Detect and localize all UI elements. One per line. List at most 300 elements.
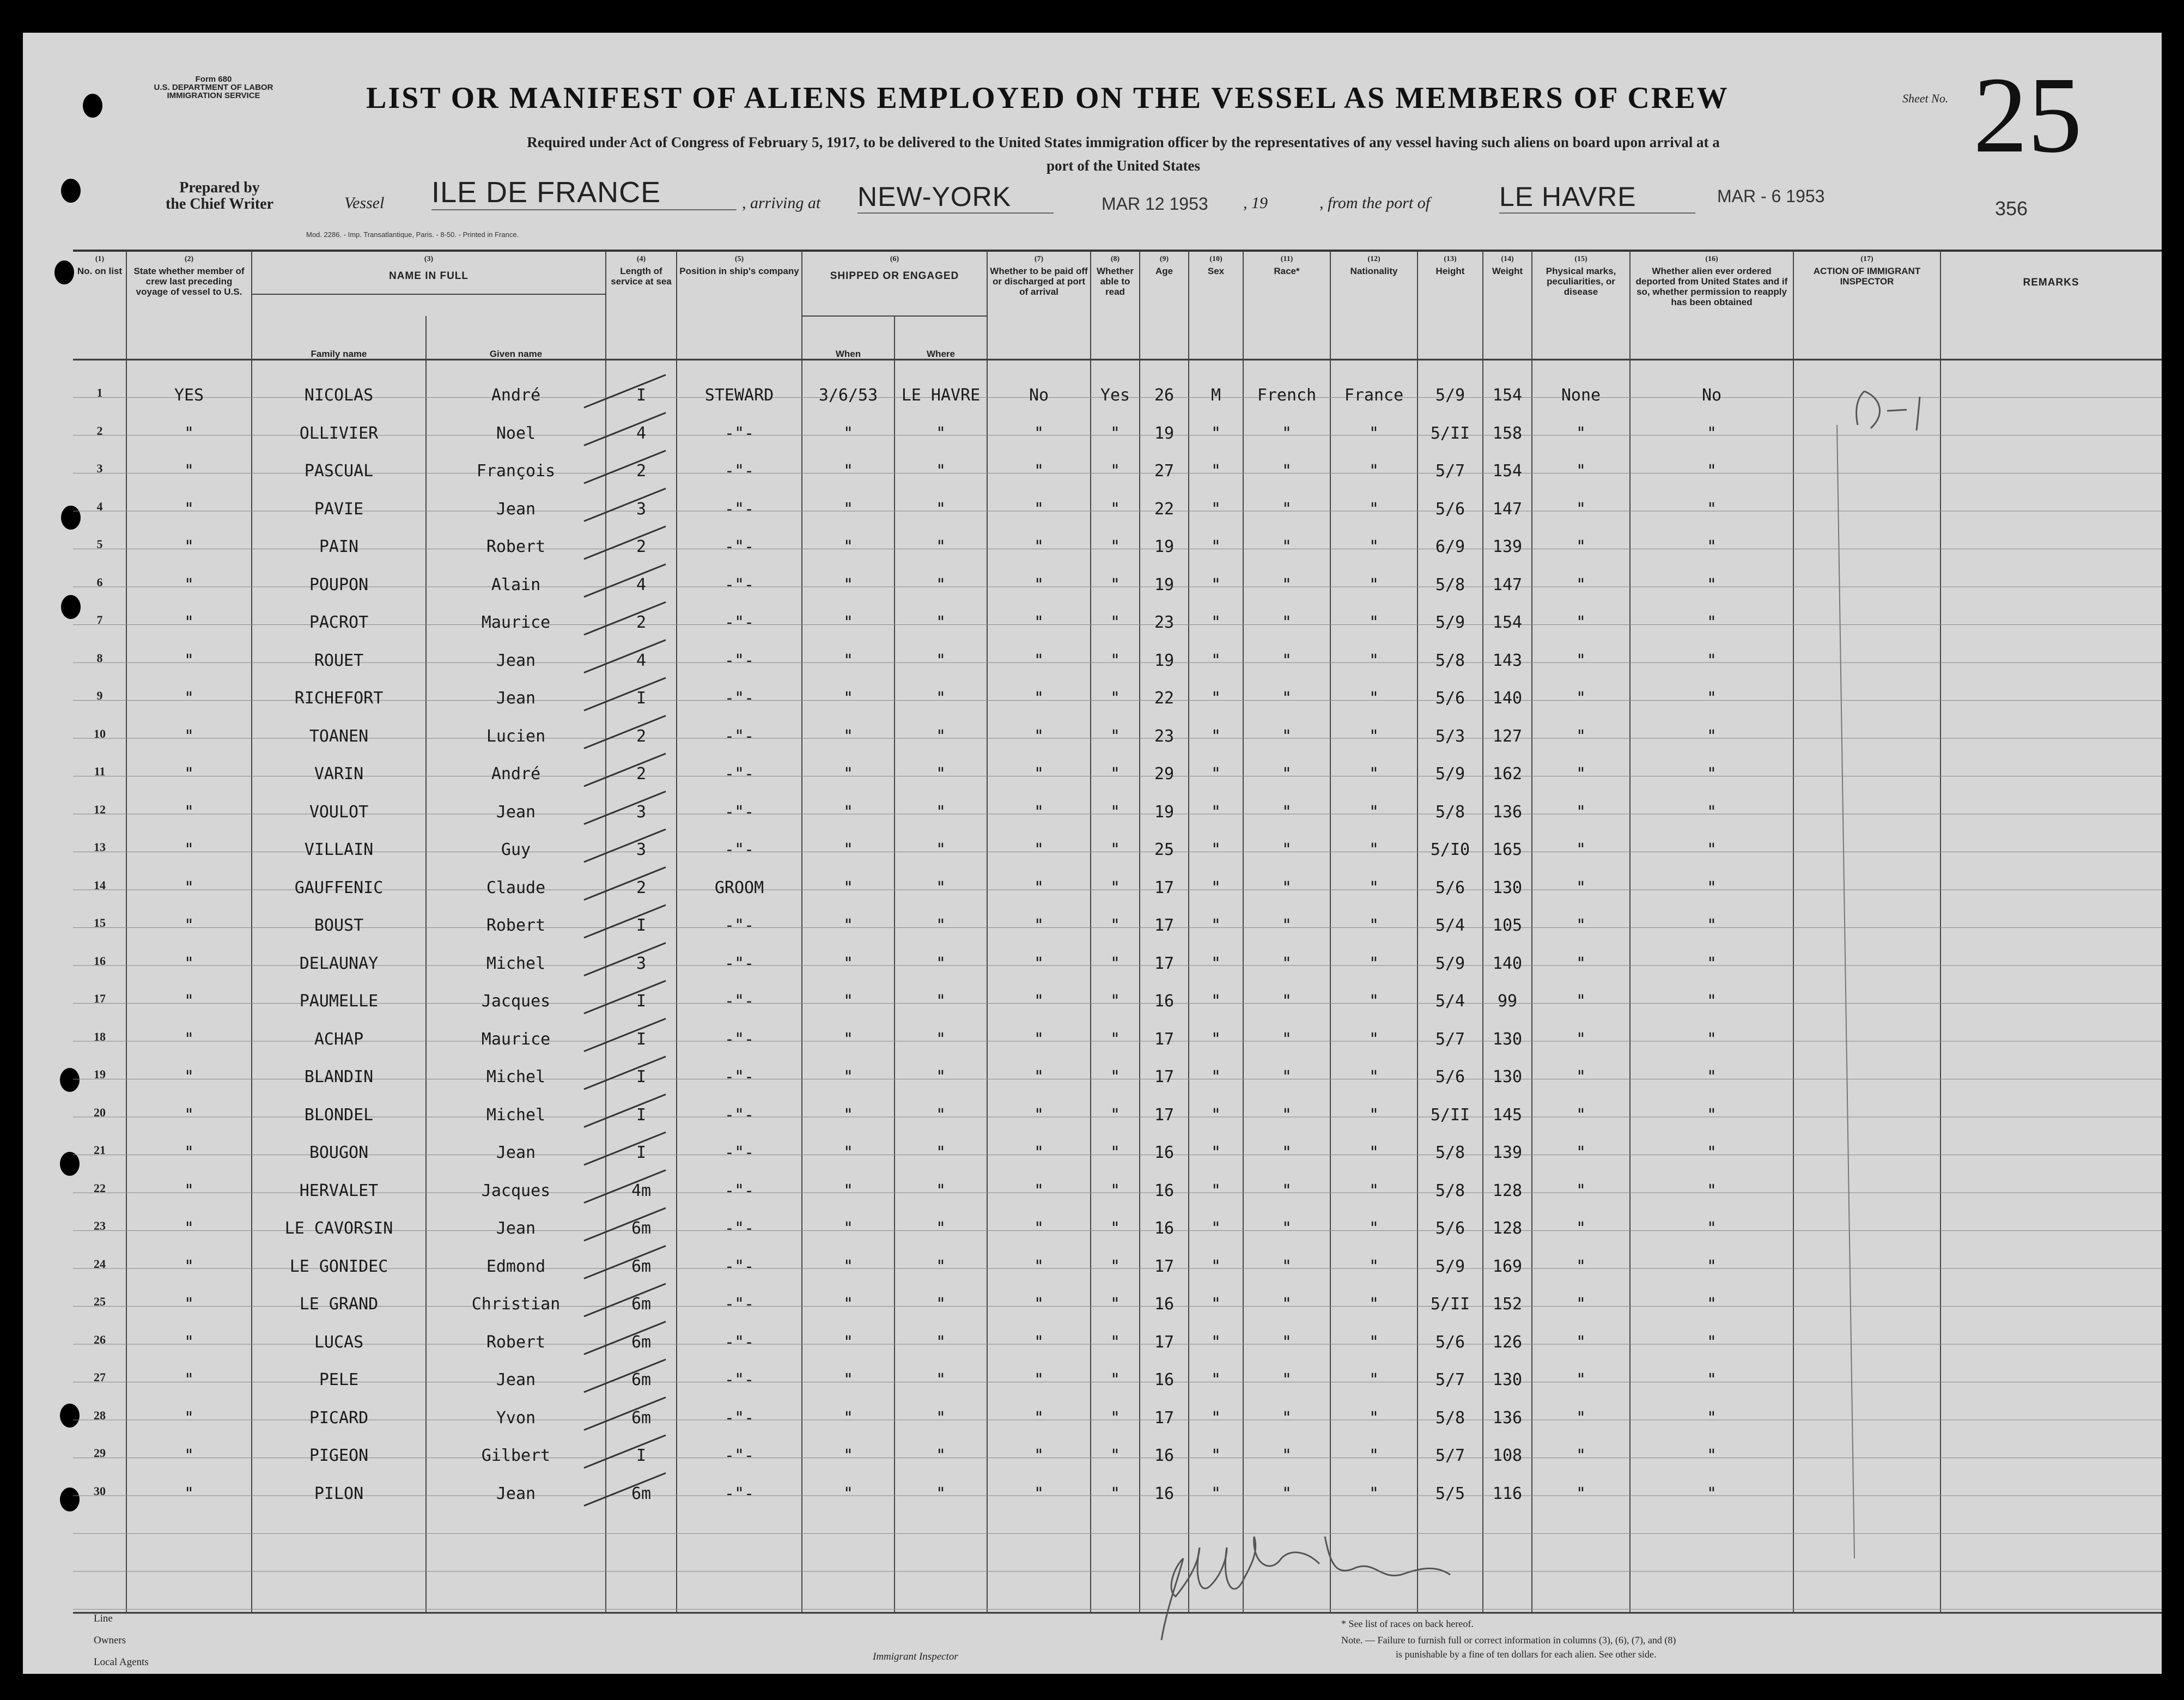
- cell-read: ": [1110, 726, 1121, 746]
- cell-where: ": [935, 462, 946, 481]
- cell-where: ": [935, 1484, 946, 1503]
- prepared-by-line2: the Chief Writer: [166, 196, 274, 212]
- cell-ht: 5/4: [1435, 992, 1465, 1011]
- prepared-by-line1: Prepared by: [179, 179, 260, 196]
- cell-marks: ": [1575, 764, 1586, 784]
- cell-paid: ": [1033, 954, 1044, 973]
- column-number: (11): [1280, 255, 1293, 263]
- cell-pos: -"-: [724, 462, 755, 481]
- cell-n: 12: [94, 802, 106, 816]
- cell-race: ": [1281, 537, 1292, 556]
- cell-when: ": [843, 1219, 854, 1238]
- cell-paid: ": [1033, 423, 1044, 443]
- cell-n: 21: [94, 1143, 106, 1157]
- cell-svc: I: [636, 1067, 647, 1086]
- cell-sex: ": [1210, 1105, 1221, 1125]
- subheader-where: Where: [927, 349, 955, 359]
- cell-race: ": [1281, 1143, 1292, 1162]
- column-header-2: [129, 255, 250, 297]
- cell-read: ": [1110, 1484, 1121, 1503]
- cell-when: ": [843, 1446, 854, 1465]
- year-label: , 19: [1243, 194, 1268, 212]
- cell-ht: 5/7: [1435, 462, 1465, 481]
- cell-giv: Jacques: [481, 992, 551, 1011]
- cell-svc: I: [636, 386, 647, 405]
- arrival-date-stamp: MAR 12 1953: [1102, 194, 1208, 214]
- cell-paid: ": [1033, 1143, 1044, 1162]
- cell-where: ": [935, 840, 946, 859]
- cell-nat: ": [1368, 840, 1379, 859]
- cell-prev: ": [184, 689, 194, 708]
- cell-wt: 147: [1492, 499, 1523, 519]
- cell-race: ": [1281, 1446, 1292, 1465]
- cell-prev: ": [184, 1446, 194, 1465]
- cell-when: 3/6/53: [818, 386, 878, 405]
- cell-read: ": [1110, 499, 1121, 519]
- cell-marks: ": [1575, 1370, 1586, 1389]
- cell-pos: -"-: [724, 1029, 755, 1049]
- cell-giv: Guy: [501, 840, 531, 859]
- cell-read: ": [1110, 1181, 1121, 1200]
- cell-dep: No: [1701, 386, 1722, 405]
- cell-wt: 126: [1492, 1332, 1523, 1352]
- cell-paid: ": [1033, 537, 1044, 556]
- cell-prev: ": [184, 954, 194, 973]
- cell-giv: Jacques: [481, 1181, 551, 1200]
- cell-when: ": [843, 423, 854, 443]
- cell-ht: 5/9: [1435, 386, 1465, 405]
- cell-svc: 2: [636, 537, 647, 556]
- cell-wt: 139: [1492, 1143, 1523, 1162]
- cell-paid: ": [1033, 1105, 1044, 1125]
- cell-wt: 130: [1492, 1067, 1523, 1086]
- cell-prev: ": [184, 1067, 194, 1086]
- cell-ht: 5/8: [1435, 651, 1465, 670]
- cell-dep: ": [1706, 1256, 1717, 1276]
- cell-read: ": [1110, 916, 1121, 935]
- cell-n: 3: [96, 462, 103, 475]
- cell-pos: -"-: [724, 1181, 755, 1200]
- cell-read: ": [1110, 1219, 1121, 1238]
- cell-ht: 5/7: [1435, 1029, 1465, 1049]
- cell-when: ": [843, 1295, 854, 1314]
- cell-sex: ": [1210, 1408, 1221, 1428]
- cell-race: ": [1281, 840, 1292, 859]
- column-header-6: [804, 255, 985, 282]
- cell-race: ": [1281, 992, 1292, 1011]
- cell-svc: 2: [636, 764, 647, 784]
- cell-wt: 165: [1492, 840, 1523, 859]
- cell-fam: OLLIVIER: [299, 423, 379, 443]
- cell-read: ": [1110, 537, 1121, 556]
- column-header-8: [1093, 255, 1137, 297]
- cell-pos: -"-: [724, 537, 755, 556]
- cell-age: 17: [1154, 954, 1175, 973]
- cell-age: 19: [1154, 651, 1175, 670]
- penalty-note-line2: is punishable by a fine of ten dollars for each alien. See other side.: [1396, 1649, 1657, 1660]
- cell-age: 23: [1154, 613, 1175, 632]
- cell-where: ": [935, 726, 946, 746]
- manifest-title: LIST OR MANIFEST OF ALIENS EMPLOYED ON THE VESSEL AS MEMBERS OF CREW: [366, 81, 1729, 115]
- column-header-13: [1420, 255, 1481, 276]
- cell-fam: BOUST: [314, 916, 364, 935]
- cell-race: ": [1281, 802, 1292, 822]
- footer-owners-label: Owners: [94, 1635, 126, 1646]
- cell-wt: 162: [1492, 764, 1523, 784]
- cell-dep: ": [1706, 916, 1717, 935]
- cell-giv: Gilbert: [481, 1446, 551, 1465]
- column-header-18: [1943, 255, 2159, 289]
- cell-sex: ": [1210, 840, 1221, 859]
- cell-age: 17: [1154, 1105, 1175, 1125]
- cell-pos: -"-: [724, 613, 755, 632]
- cell-read: ": [1110, 1295, 1121, 1314]
- cell-dep: ": [1706, 613, 1717, 632]
- cell-fam: PAIN: [319, 537, 359, 556]
- cell-marks: ": [1575, 1446, 1586, 1465]
- column-number: (16): [1705, 255, 1718, 263]
- cell-marks: ": [1575, 689, 1586, 708]
- cell-nat: ": [1368, 575, 1379, 594]
- cell-ht: 5/II: [1430, 1105, 1470, 1125]
- cell-svc: 6m: [631, 1332, 652, 1352]
- cell-race: ": [1281, 423, 1292, 443]
- cell-n: 19: [94, 1067, 106, 1081]
- cell-giv: Maurice: [481, 613, 551, 632]
- cell-svc: 3: [636, 499, 647, 519]
- cell-wt: 130: [1492, 878, 1523, 897]
- cell-fam: DELAUNAY: [299, 954, 379, 973]
- cell-pos: -"-: [724, 689, 755, 708]
- cell-nat: ": [1368, 1219, 1379, 1238]
- cell-race: ": [1281, 462, 1292, 481]
- cell-sex: ": [1210, 1295, 1221, 1314]
- cell-svc: 6m: [631, 1219, 652, 1238]
- cell-ht: 5/6: [1435, 689, 1465, 708]
- cell-nat: France: [1344, 386, 1404, 405]
- cell-read: ": [1110, 992, 1121, 1011]
- cell-nat: ": [1368, 613, 1379, 632]
- cell-where: ": [935, 802, 946, 822]
- cell-marks: ": [1575, 878, 1586, 897]
- cell-race: ": [1281, 1408, 1292, 1428]
- cell-nat: ": [1368, 726, 1379, 746]
- cell-giv: François: [476, 462, 556, 481]
- column-label: Sex: [1207, 266, 1225, 276]
- cell-ht: 5/I0: [1430, 840, 1470, 859]
- cell-pos: -"-: [724, 1143, 755, 1162]
- legal-notice-line2: port of the United States: [1047, 157, 1200, 174]
- cell-fam: PIGEON: [309, 1446, 369, 1465]
- cell-n: 15: [94, 916, 106, 930]
- cell-race: ": [1281, 613, 1292, 632]
- cell-svc: 2: [636, 878, 647, 897]
- cell-dep: ": [1706, 764, 1717, 784]
- pencil-line: [1821, 425, 1886, 1569]
- cell-nat: ": [1368, 992, 1379, 1011]
- cell-age: 19: [1154, 537, 1175, 556]
- cell-nat: ": [1368, 462, 1379, 481]
- cell-fam: TOANEN: [309, 726, 369, 746]
- cell-svc: 6m: [631, 1370, 652, 1389]
- cell-dep: ": [1706, 1408, 1717, 1428]
- cell-age: 19: [1154, 423, 1175, 443]
- cell-svc: 4m: [631, 1181, 652, 1200]
- cell-paid: ": [1033, 1484, 1044, 1503]
- cell-nat: ": [1368, 1067, 1379, 1086]
- cell-sex: ": [1210, 992, 1221, 1011]
- column-header-15: [1534, 255, 1628, 297]
- cell-race: ": [1281, 764, 1292, 784]
- cell-paid: ": [1033, 1332, 1044, 1352]
- cell-where: ": [935, 992, 946, 1011]
- cell-read: ": [1110, 1446, 1121, 1465]
- cell-prev: ": [184, 764, 194, 784]
- cell-marks: ": [1575, 1256, 1586, 1276]
- cell-fam: VOULOT: [309, 802, 369, 822]
- cell-svc: 2: [636, 726, 647, 746]
- cell-wt: 143: [1492, 651, 1523, 670]
- cell-n: 1: [96, 386, 103, 399]
- cell-giv: Christian: [471, 1295, 561, 1314]
- cell-n: 30: [94, 1484, 106, 1498]
- cell-n: 16: [94, 954, 106, 968]
- cell-sex: ": [1210, 802, 1221, 822]
- cell-age: 17: [1154, 1029, 1175, 1049]
- cell-race: ": [1281, 689, 1292, 708]
- cell-nat: ": [1368, 1332, 1379, 1352]
- cell-age: 17: [1154, 1332, 1175, 1352]
- cell-age: 16: [1154, 1295, 1175, 1314]
- cell-race: ": [1281, 1295, 1292, 1314]
- cell-race: French: [1257, 386, 1317, 405]
- cell-read: ": [1110, 1370, 1121, 1389]
- cell-ht: 5/9: [1435, 954, 1465, 973]
- cell-read: ": [1110, 689, 1121, 708]
- vessel-label: Vessel: [344, 194, 385, 212]
- cell-ht: 5/7: [1435, 1370, 1465, 1389]
- cell-n: 7: [96, 613, 103, 627]
- cell-svc: 6m: [631, 1256, 652, 1276]
- cell-marks: ": [1575, 613, 1586, 632]
- cell-ht: 5/3: [1435, 726, 1465, 746]
- cell-paid: ": [1033, 1067, 1044, 1086]
- cell-dep: ": [1706, 1029, 1717, 1049]
- column-label: Whether to be paid off or discharged at port of arrival: [990, 266, 1088, 297]
- cell-read: ": [1110, 575, 1121, 594]
- column-label: Height: [1435, 266, 1465, 276]
- cell-paid: ": [1033, 462, 1044, 481]
- cell-paid: ": [1033, 1408, 1044, 1428]
- cell-svc: I: [636, 916, 647, 935]
- cell-giv: Robert: [486, 916, 546, 935]
- cell-when: ": [843, 651, 854, 670]
- cell-giv: Michel: [486, 954, 546, 973]
- cell-sex: ": [1210, 1219, 1221, 1238]
- cell-sex: ": [1210, 613, 1221, 632]
- cell-dep: ": [1706, 992, 1717, 1011]
- cell-ht: 5/8: [1435, 1408, 1465, 1428]
- cell-wt: 130: [1492, 1029, 1523, 1049]
- column-number: (2): [184, 255, 194, 263]
- vessel-name: ILE DE FRANCE: [431, 175, 737, 210]
- cell-read: ": [1110, 764, 1121, 784]
- cell-where: ": [935, 916, 946, 935]
- arriving-label: , arriving at: [742, 194, 821, 212]
- cell-when: ": [843, 1143, 854, 1162]
- cell-pos: -"-: [724, 954, 755, 973]
- cell-fam: PICARD: [309, 1408, 369, 1428]
- cell-dep: ": [1706, 651, 1717, 670]
- cell-dep: ": [1706, 1181, 1717, 1200]
- cell-where: ": [935, 651, 946, 670]
- cell-wt: 127: [1492, 726, 1523, 746]
- cell-age: 25: [1154, 840, 1175, 859]
- cell-sex: ": [1210, 878, 1221, 897]
- cell-ht: 5/6: [1435, 499, 1465, 519]
- cell-race: ": [1281, 1370, 1292, 1389]
- cell-ht: 6/9: [1435, 537, 1465, 556]
- cell-where: ": [935, 1219, 946, 1238]
- cell-wt: 145: [1492, 1105, 1523, 1125]
- cell-giv: Jean: [496, 689, 536, 708]
- cell-n: 22: [94, 1181, 106, 1195]
- cell-read: ": [1110, 1408, 1121, 1428]
- cell-svc: I: [636, 1105, 647, 1125]
- cell-where: ": [935, 1181, 946, 1200]
- cell-nat: ": [1368, 1181, 1379, 1200]
- cell-when: ": [843, 1484, 854, 1503]
- cell-sex: ": [1210, 1484, 1221, 1503]
- cell-giv: Jean: [496, 1484, 536, 1503]
- sheet-subnumber: 356: [1995, 197, 2028, 220]
- cell-fam: LE GRAND: [299, 1295, 379, 1314]
- cell-dep: ": [1706, 954, 1717, 973]
- cell-prev: ": [184, 1029, 194, 1049]
- cell-read: ": [1110, 878, 1121, 897]
- department-name: U.S. DEPARTMENT OF LABOR: [154, 83, 273, 92]
- cell-wt: 139: [1492, 537, 1523, 556]
- cell-marks: ": [1575, 499, 1586, 519]
- cell-when: ": [843, 1067, 854, 1086]
- cell-nat: ": [1368, 1370, 1379, 1389]
- cell-race: ": [1281, 499, 1292, 519]
- cell-pos: -"-: [724, 840, 755, 859]
- cell-svc: 6m: [631, 1295, 652, 1314]
- cell-marks: ": [1575, 916, 1586, 935]
- cell-race: ": [1281, 1067, 1292, 1086]
- column-number: (13): [1444, 255, 1457, 263]
- cell-age: 17: [1154, 878, 1175, 897]
- column-label: Race*: [1274, 266, 1300, 276]
- cell-ht: 5/9: [1435, 764, 1465, 784]
- cell-age: 22: [1154, 689, 1175, 708]
- cell-sex: ": [1210, 423, 1221, 443]
- cell-pos: -"-: [724, 1446, 755, 1465]
- cell-svc: I: [636, 992, 647, 1011]
- cell-paid: No: [1029, 386, 1049, 405]
- cell-dep: ": [1706, 726, 1717, 746]
- cell-prev: YES: [174, 386, 204, 405]
- cell-pos: -"-: [724, 651, 755, 670]
- cell-pos: -"-: [724, 992, 755, 1011]
- column-number: (9): [1159, 255, 1169, 263]
- cell-svc: 3: [636, 802, 647, 822]
- cell-giv: Edmond: [486, 1256, 546, 1276]
- cell-nat: ": [1368, 1143, 1379, 1162]
- cell-n: 10: [94, 726, 106, 740]
- cell-sex: M: [1210, 386, 1221, 405]
- cell-fam: VILLAIN: [304, 840, 374, 859]
- cell-fam: LE GONIDEC: [289, 1256, 388, 1276]
- cell-paid: ": [1033, 802, 1044, 822]
- cell-when: ": [843, 1370, 854, 1389]
- cell-fam: PAVIE: [314, 499, 364, 519]
- cell-wt: 136: [1492, 1408, 1523, 1428]
- cell-giv: Jean: [496, 1370, 536, 1389]
- cell-when: ": [843, 764, 854, 784]
- cell-n: 8: [96, 651, 103, 665]
- cell-fam: VARIN: [314, 764, 364, 784]
- cell-n: 20: [94, 1105, 106, 1119]
- cell-giv: André: [491, 764, 541, 784]
- cell-where: ": [935, 954, 946, 973]
- column-label: Length of service at sea: [611, 266, 672, 287]
- cell-prev: ": [184, 726, 194, 746]
- cell-where: ": [935, 1332, 946, 1352]
- departure-date-stamp: MAR - 6 1953: [1717, 186, 1825, 206]
- cell-when: ": [843, 537, 854, 556]
- cell-race: ": [1281, 1029, 1292, 1049]
- cell-race: ": [1281, 1484, 1292, 1503]
- cell-when: ": [843, 954, 854, 973]
- column-header-10: [1191, 255, 1241, 276]
- cell-read: ": [1110, 613, 1121, 632]
- cell-pos: -"-: [724, 802, 755, 822]
- column-label: Weight: [1492, 266, 1523, 276]
- cell-age: 16: [1154, 992, 1175, 1011]
- cell-when: ": [843, 1408, 854, 1428]
- column-label: Physical marks, peculiarities, or disease: [1546, 266, 1616, 297]
- from-port-label: , from the port of: [1319, 194, 1431, 212]
- cell-nat: ": [1368, 499, 1379, 519]
- cell-where: ": [935, 1370, 946, 1389]
- cell-pos: -"-: [724, 1219, 755, 1238]
- cell-read: Yes: [1100, 386, 1130, 405]
- cell-fam: BLANDIN: [304, 1067, 374, 1086]
- cell-ht: 5/9: [1435, 1256, 1465, 1276]
- cell-when: ": [843, 878, 854, 897]
- cell-dep: ": [1706, 1446, 1717, 1465]
- cell-svc: I: [636, 1029, 647, 1049]
- cell-nat: ": [1368, 1484, 1379, 1503]
- cell-sex: ": [1210, 537, 1221, 556]
- cell-prev: ": [184, 575, 194, 594]
- cell-giv: Robert: [486, 537, 546, 556]
- column-number: (14): [1501, 255, 1514, 263]
- cell-race: ": [1281, 878, 1292, 897]
- cell-giv: Jean: [496, 802, 536, 822]
- cell-fam: NICOLAS: [304, 386, 374, 405]
- cell-nat: ": [1368, 651, 1379, 670]
- cell-where: ": [935, 689, 946, 708]
- cell-fam: GAUFFENIC: [294, 878, 384, 897]
- cell-ht: 5/6: [1435, 878, 1465, 897]
- cell-fam: POUPON: [309, 575, 369, 594]
- cell-svc: 6m: [631, 1408, 652, 1428]
- cell-when: ": [843, 1256, 854, 1276]
- cell-nat: ": [1368, 802, 1379, 822]
